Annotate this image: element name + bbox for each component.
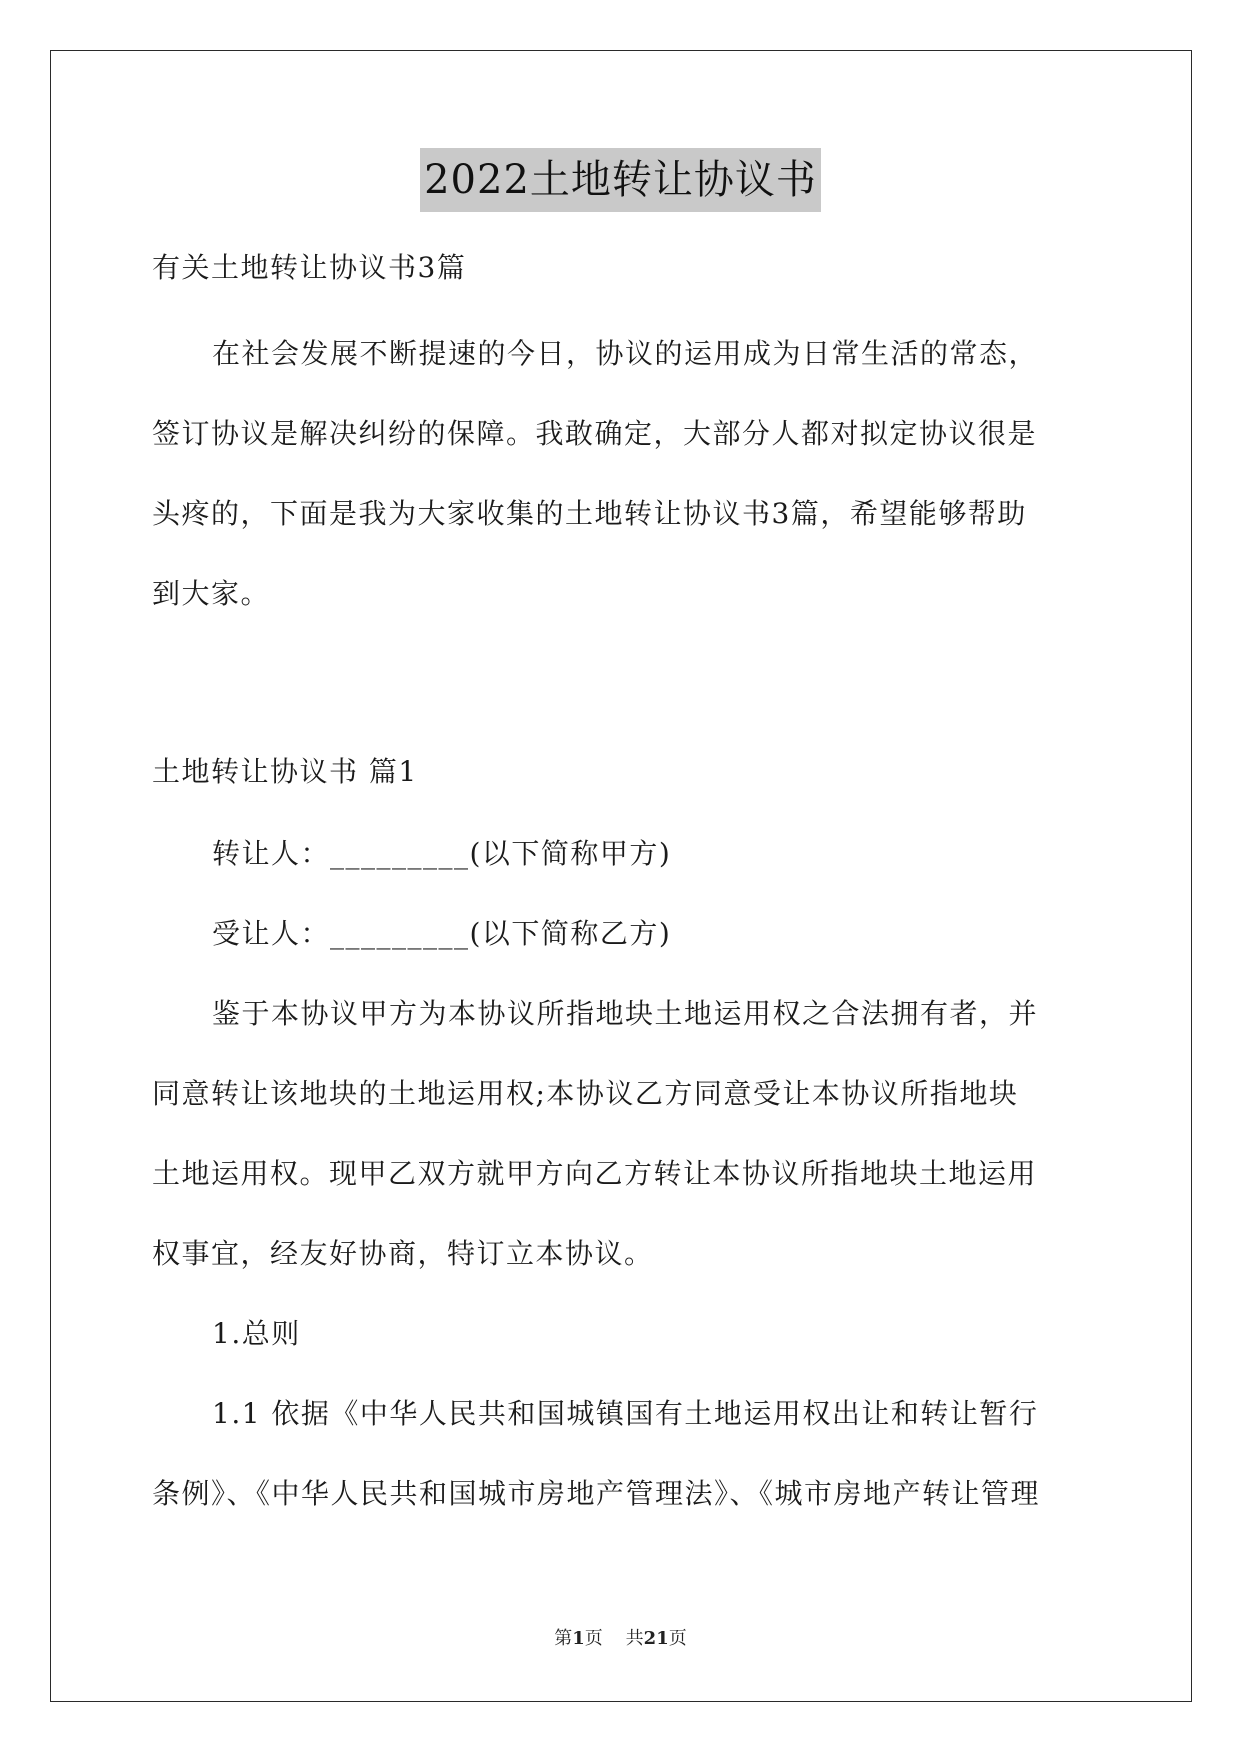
body-line-3: 土地运用权。现甲乙双方就甲方向乙方转让本协议所指地块土地运用 xyxy=(152,1157,1038,1190)
clause-1-1-line-1: 1.1 依据《中华人民共和国城镇国有土地运用权出让和转让暂行 xyxy=(212,1397,1039,1430)
footer-total-unit: 页 xyxy=(668,1628,687,1649)
intro-line-4: 到大家。 xyxy=(152,577,271,610)
intro-line-3: 头疼的，下面是我为大家收集的土地转让协议书3篇，希望能够帮助 xyxy=(152,497,1027,530)
title-container xyxy=(0,148,1241,212)
footer-total-prefix: 共 xyxy=(625,1628,644,1649)
footer-page-unit: 页 xyxy=(584,1628,603,1649)
body-line-2: 同意转让该地块的土地运用权;本协议乙方同意受让本协议所指地块 xyxy=(152,1077,1019,1110)
clause-heading: 1.总则 xyxy=(212,1317,301,1350)
clause-1-1-line-2: 条例》、《中华人民共和国城市房地产管理法》、《城市房地产转让管理 xyxy=(152,1477,1041,1510)
section-heading: 土地转让协议书 篇1 xyxy=(152,755,418,788)
body-line-4: 权事宜，经友好协商，特订立本协议。 xyxy=(152,1237,654,1270)
intro-line-2: 签订协议是解决纠纷的保障。我敢确定，大部分人都对拟定协议很是 xyxy=(152,417,1038,450)
intro-line-1: 在社会发展不断提速的今日，协议的运用成为日常生活的常态， xyxy=(212,337,1039,370)
footer-page-number: 1 xyxy=(572,1628,585,1649)
footer-prefix: 第 xyxy=(554,1628,573,1649)
page-border xyxy=(50,50,1192,1702)
subtitle: 有关土地转让协议书3篇 xyxy=(152,251,467,284)
body-line-1: 鉴于本协议甲方为本协议所指地块土地运用权之合法拥有者，并 xyxy=(212,997,1039,1030)
footer-total-pages: 21 xyxy=(643,1628,669,1649)
document-title: 2022土地转让协议书 xyxy=(420,148,821,212)
transferor-line: 转让人：_________(以下简称甲方) xyxy=(212,837,672,870)
page-footer xyxy=(0,1624,1241,1650)
transferee-line: 受让人：_________(以下简称乙方) xyxy=(212,917,672,950)
